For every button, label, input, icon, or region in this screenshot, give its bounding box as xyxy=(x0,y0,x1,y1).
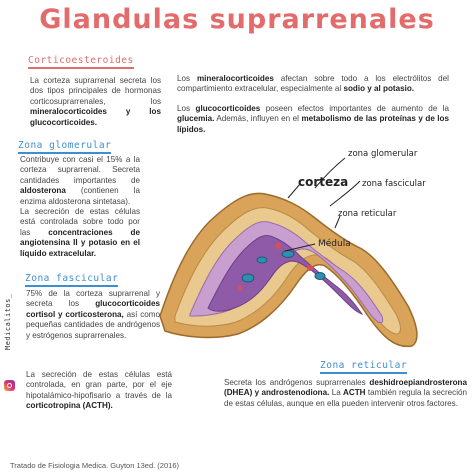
glucocorticoides-text: Los glucocorticoides poseen efectos importantes de aumento de la glucemia. Además, influyen en el metabolismo de las proteínas y de los lípidos. xyxy=(177,104,450,134)
vessel-3 xyxy=(282,251,294,258)
vessel-7 xyxy=(238,286,243,291)
section-heading-corticoesteroides: Corticoesteroides xyxy=(28,55,134,66)
section-heading-glomerular: Zona glomerular xyxy=(18,140,111,151)
vessel-4 xyxy=(315,273,325,280)
corticoesteroides-text: La corteza suprarrenal secreta los dos tipos principales de hormonas corticosuprarrenales, los mineralocorticoides y los glucocorticoides. xyxy=(30,76,161,127)
label-zona-reticular: zona reticular xyxy=(338,209,397,219)
label-zona-glomerular: zona glomerular xyxy=(348,149,418,159)
reticular-text: Secreta los andrógenos suprarrenales deshidroepiandrosterona (DHEA) y androstenodiona. La ACTH también regula la secreción de estas células, aunque en ella pueden intervenir otros factores. xyxy=(224,378,468,408)
fascicular-text-2: La secreción de estas células está controlada, en gran parte, por el eje hipotalámico-hipofisario a través de la corticotropina (ACTH). xyxy=(26,370,172,411)
mineralocorticoides-text: Los mineralocorticoides afectan sobre todo a los electrólitos del compartimiento extracelular, especialmente al sodio y al potasio. xyxy=(177,74,449,94)
page-title: Glandulas suprarrenales xyxy=(39,4,435,35)
source-citation: Tratado de Fisiologia Medica. Guyton 13ed. (2016) xyxy=(10,461,179,470)
label-zona-fascicular: zona fascicular xyxy=(362,179,426,189)
adrenal-gland-illustration xyxy=(150,136,470,358)
vessel-5 xyxy=(275,243,281,249)
vessel-2 xyxy=(257,257,267,263)
label-corteza: corteza xyxy=(298,175,349,189)
vessel-1 xyxy=(242,274,254,282)
vessel-6 xyxy=(307,265,313,271)
section-heading-fascicular: Zona fascicular xyxy=(25,273,118,284)
glomerular-text-1: Contribuye con casi el 15% a la corteza suprarrenal. Secreta cantidades importantes de aldosterona (contienen la enzima aldosterona sintetasa). xyxy=(20,155,140,206)
author-handle: Medicalitos_ xyxy=(4,293,12,350)
glomerular-text-2: La secreción de estas células está controlada sobre todo por las concentraciones de angiotensina II y potasio en el líquido extracelular. xyxy=(20,207,140,258)
label-medula: Médula xyxy=(318,239,351,249)
instagram-icon xyxy=(4,380,15,391)
section-heading-reticular: Zona reticular xyxy=(320,360,407,371)
fascicular-text-1: 75% de la corteza suprarrenal y secreta los glucocorticoides cortisol y corticosterona, así como pequeñas cantidades de andrógenos y estrógenos suprarrenales. xyxy=(26,289,161,340)
